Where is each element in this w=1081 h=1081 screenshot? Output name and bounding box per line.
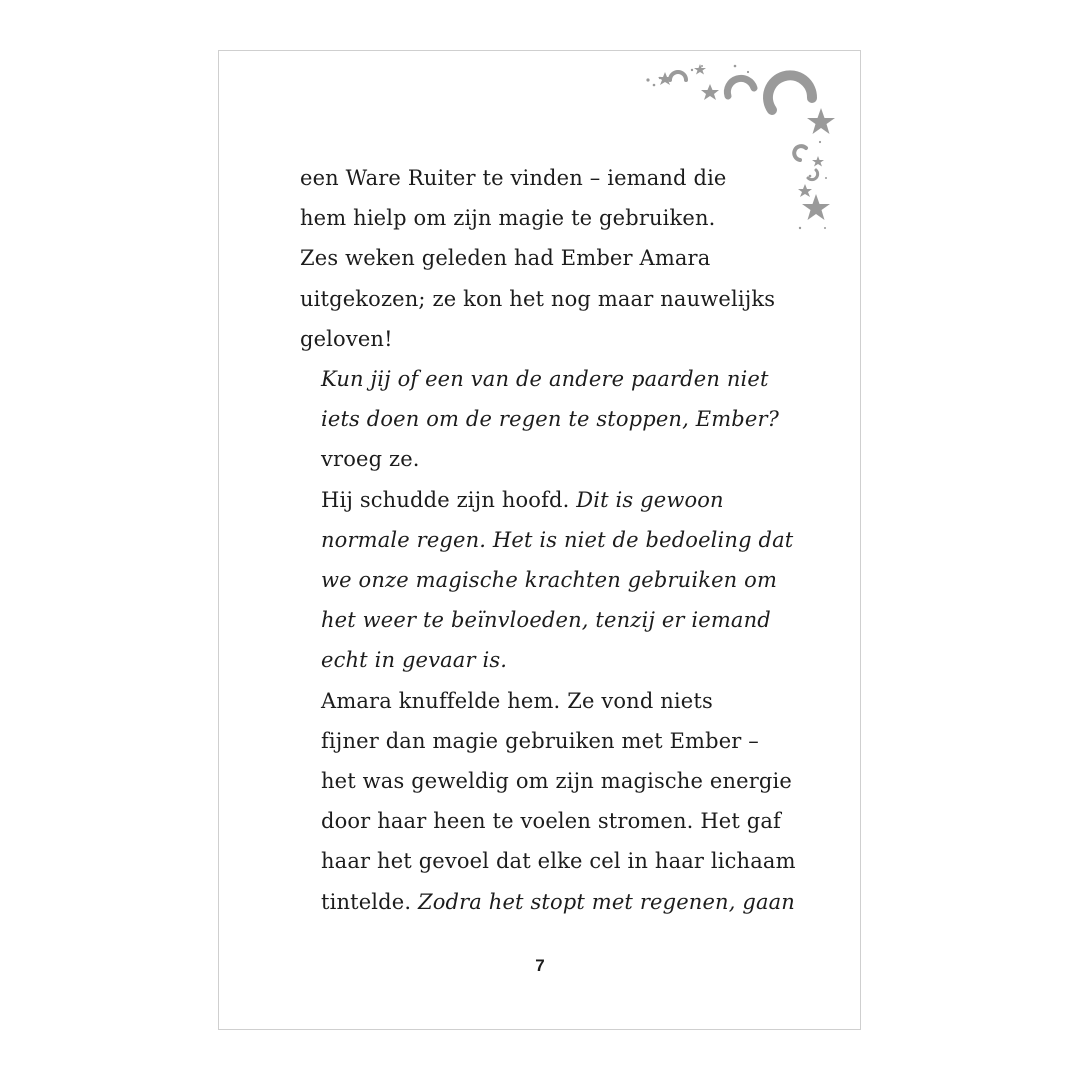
regular-text: fijner dan magie gebruiken met Ember – (321, 728, 759, 753)
text-line (300, 279, 800, 319)
text-line (300, 761, 800, 801)
text-line (300, 399, 800, 439)
italic-text: normale regen. Het is niet de bedoeling dat (321, 527, 794, 552)
text-line (300, 520, 800, 560)
regular-text: geloven! (300, 326, 393, 351)
regular-text: haar het gevoel dat elke cel in haar lichaam (321, 849, 796, 874)
regular-text: Amara knuffelde hem. Ze vond niets (321, 688, 713, 713)
italic-text: het weer te beïnvloeden, tenzij er iemand (321, 608, 771, 633)
text-line (300, 600, 800, 640)
text-line (300, 359, 800, 399)
text-line (300, 841, 800, 881)
text-line (300, 319, 800, 359)
regular-text: hem hielp om zijn magie te gebruiken. (300, 206, 716, 231)
text-line (300, 721, 800, 761)
regular-text: door haar heen te voelen stromen. Het gaf (321, 809, 781, 834)
page-number: 7 (535, 956, 545, 975)
text-line (300, 480, 800, 520)
text-line (300, 640, 800, 680)
paragraph (300, 158, 800, 359)
regular-text: vroeg ze. (321, 447, 420, 472)
text-line (300, 439, 800, 479)
italic-text: Kun jij of een van de andere paarden niet (321, 367, 769, 392)
text-line (300, 198, 800, 238)
regular-text: uitgekozen; ze kon het nog maar nauwelijks (300, 286, 776, 311)
text-line (300, 801, 800, 841)
paragraph (300, 359, 800, 480)
italic-text: Zodra het stopt met regenen, gaan (417, 889, 795, 914)
text-line (300, 238, 800, 278)
regular-text: Zes weken geleden had Ember Amara (300, 246, 711, 271)
italic-text: echt in gevaar is. (321, 648, 508, 673)
italic-text: iets doen om de regen te stoppen, Ember? (321, 407, 780, 432)
regular-text: Hij schudde zijn hoofd. (321, 487, 577, 512)
text-line (300, 158, 800, 198)
paragraph (300, 480, 800, 681)
regular-text: een Ware Ruiter te vinden – iemand die (300, 166, 727, 190)
text-line (300, 681, 800, 721)
regular-text: tintelde. (321, 889, 418, 914)
regular-text: het was geweldig om zijn magische energie (321, 769, 792, 794)
text-line (300, 560, 800, 600)
paragraph (300, 681, 800, 922)
italic-text: Dit is gewoon (576, 487, 724, 512)
italic-text: we onze magische krachten gebruiken om (321, 568, 778, 593)
body-text (300, 158, 800, 922)
text-line (300, 882, 800, 922)
